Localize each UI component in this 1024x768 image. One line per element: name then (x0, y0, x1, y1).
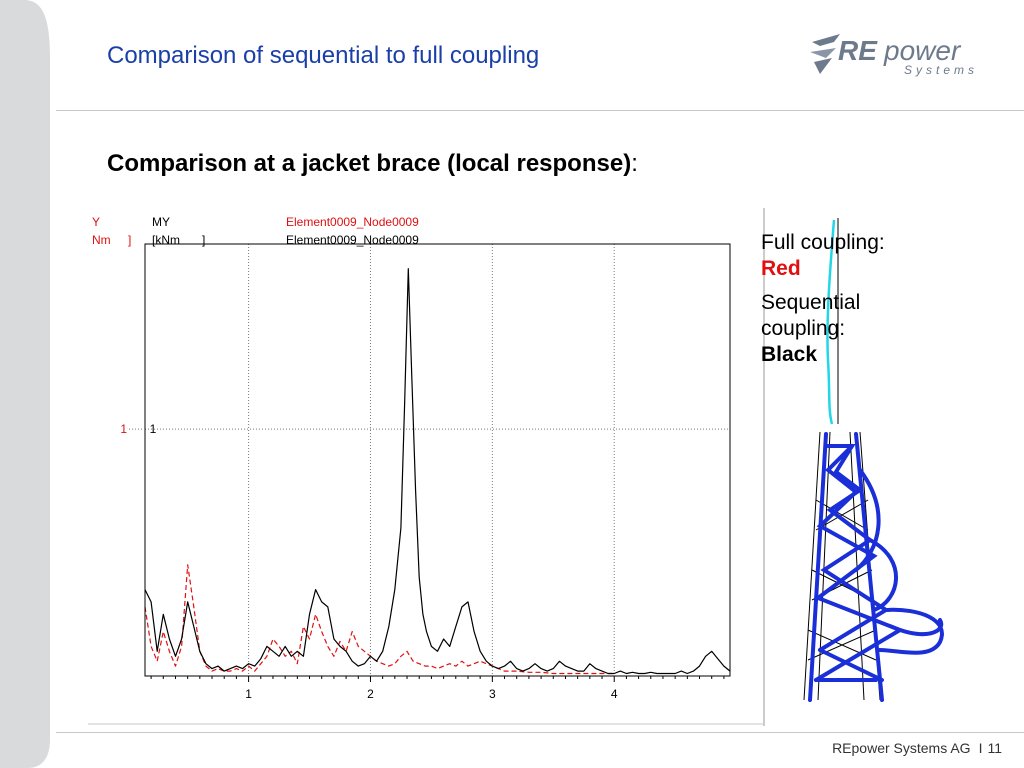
legend-seq-color: Black (761, 343, 818, 366)
legend-seq-label-2: coupling: (761, 317, 846, 340)
header-series-black: Element0009_Node0009 (286, 233, 419, 247)
footer-company: REpower Systems AG (832, 740, 971, 756)
header-series-red: Element0009_Node0009 (286, 215, 419, 229)
y-tick-label-left: 1 (120, 422, 127, 437)
chart-frame (88, 208, 766, 726)
header-unit-nm: Nm (92, 233, 111, 247)
footer-page-number: 11 (987, 740, 1002, 756)
company-logo (806, 28, 1006, 84)
header-unit-bracket-1: ] (128, 233, 132, 247)
left-decorative-band (0, 0, 56, 768)
spectrum-chart (88, 208, 766, 726)
header-my: MY (152, 215, 170, 229)
x-tick-label-1: 1 (245, 687, 252, 701)
slide-title: Comparison of sequential to full coupling (107, 42, 540, 69)
footer-separator: I (978, 740, 983, 756)
x-tick-label-2: 2 (367, 687, 374, 701)
header-y: Y (92, 215, 101, 229)
logo-wind-icon (810, 34, 840, 74)
legend-full-label: Full coupling: (761, 231, 885, 254)
logo-brand-italic: power (884, 35, 961, 66)
logo-brand-bold: RE (838, 35, 877, 66)
legend-full-color: Red (761, 257, 801, 280)
header-unit-bracket-2: ] (202, 233, 206, 247)
subtitle-colon: : (631, 150, 638, 177)
footer (832, 740, 1002, 756)
logo-brand-sub: Systems (904, 63, 979, 77)
x-tick-label-3: 3 (489, 687, 496, 701)
header-unit-knm: [kNm (152, 233, 180, 247)
subtitle-text: Comparison at a jacket brace (local response) (107, 150, 632, 177)
y-tick-label-right: 1 (149, 422, 157, 437)
legend-text (761, 230, 921, 376)
section-subtitle (107, 150, 638, 178)
x-tick-label-4: 4 (610, 687, 618, 701)
legend-seq-label-1: Sequential (761, 291, 861, 314)
header-divider (56, 110, 1024, 111)
footer-divider (56, 732, 1024, 733)
